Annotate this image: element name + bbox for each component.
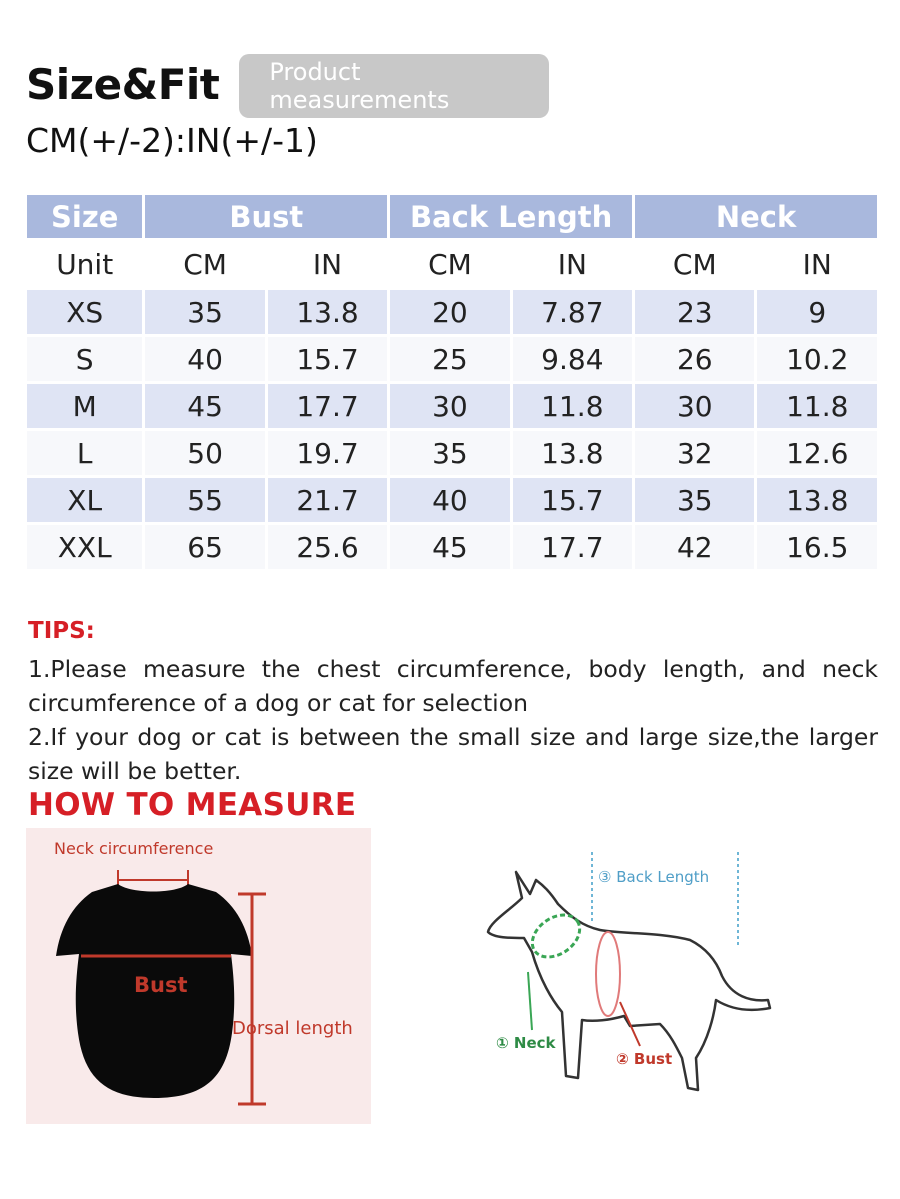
dog-diagram bbox=[470, 840, 790, 1100]
table-cell: 13.8 bbox=[268, 290, 387, 334]
table-cell: 7.87 bbox=[513, 290, 632, 334]
tolerance-note: CM(+/-2):IN(+/-1) bbox=[26, 121, 318, 160]
table-cell: 25.6 bbox=[268, 525, 387, 569]
table-cell: 35 bbox=[390, 431, 509, 475]
neck-label: ① Neck bbox=[496, 1034, 556, 1052]
tips-label: TIPS: bbox=[28, 618, 95, 644]
how-to-measure-title: HOW TO MEASURE bbox=[28, 787, 357, 823]
shirt-diagram bbox=[26, 828, 371, 1124]
table-cell: 16.5 bbox=[757, 525, 877, 569]
size-cell: M bbox=[27, 384, 142, 428]
dog-bust-label: ② Bust bbox=[616, 1050, 673, 1068]
header-size: Size bbox=[27, 195, 142, 238]
table-row bbox=[27, 337, 877, 381]
size-cell: L bbox=[27, 431, 142, 475]
header-neck: Neck bbox=[635, 195, 877, 238]
header-bust: Bust bbox=[145, 195, 387, 238]
table-cell: 15.7 bbox=[268, 337, 387, 381]
table-row bbox=[27, 525, 877, 569]
table-cell: 9 bbox=[757, 290, 877, 334]
table-cell: 26 bbox=[635, 337, 754, 381]
table-cell: 12.6 bbox=[757, 431, 877, 475]
dorsal-length-label: Dorsal length bbox=[232, 1018, 353, 1039]
unit-cell: CM bbox=[635, 241, 754, 287]
size-cell: XL bbox=[27, 478, 142, 522]
table-cell: 50 bbox=[145, 431, 264, 475]
table-row bbox=[27, 431, 877, 475]
table-cell: 21.7 bbox=[268, 478, 387, 522]
table-cell: 13.8 bbox=[757, 478, 877, 522]
table-cell: 35 bbox=[635, 478, 754, 522]
unit-cell: IN bbox=[513, 241, 632, 287]
table-header-row bbox=[27, 195, 877, 238]
table-cell: 40 bbox=[145, 337, 264, 381]
table-cell: 11.8 bbox=[757, 384, 877, 428]
page-title: Size&Fit bbox=[26, 60, 220, 109]
product-measurements-badge: Product measurements bbox=[239, 54, 549, 118]
size-cell: XXL bbox=[27, 525, 142, 569]
size-cell: S bbox=[27, 337, 142, 381]
back-length-label: ③ Back Length bbox=[598, 868, 710, 886]
table-cell: 30 bbox=[635, 384, 754, 428]
tip-item: 2.If your dog or cat is between the small size and large size,the larger size will be better. bbox=[28, 723, 878, 785]
table-cell: 13.8 bbox=[513, 431, 632, 475]
table-cell: 10.2 bbox=[757, 337, 877, 381]
table-cell: 23 bbox=[635, 290, 754, 334]
unit-cell: CM bbox=[390, 241, 509, 287]
unit-cell: IN bbox=[757, 241, 877, 287]
size-chart-table bbox=[24, 192, 880, 572]
table-cell: 55 bbox=[145, 478, 264, 522]
neck-circumference-label: Neck circumference bbox=[54, 839, 214, 858]
table-cell: 9.84 bbox=[513, 337, 632, 381]
unit-cell: Unit bbox=[27, 241, 142, 287]
table-row bbox=[27, 384, 877, 428]
table-cell: 65 bbox=[145, 525, 264, 569]
unit-row bbox=[27, 241, 877, 287]
table-cell: 11.8 bbox=[513, 384, 632, 428]
dog-illustration bbox=[470, 840, 790, 1100]
table-row bbox=[27, 290, 877, 334]
table-row bbox=[27, 478, 877, 522]
table-cell: 17.7 bbox=[268, 384, 387, 428]
table-cell: 42 bbox=[635, 525, 754, 569]
unit-cell: IN bbox=[268, 241, 387, 287]
table-cell: 19.7 bbox=[268, 431, 387, 475]
table-cell: 40 bbox=[390, 478, 509, 522]
tips-section bbox=[28, 618, 878, 788]
size-cell: XS bbox=[27, 290, 142, 334]
unit-cell: CM bbox=[145, 241, 264, 287]
table-cell: 45 bbox=[390, 525, 509, 569]
table-cell: 25 bbox=[390, 337, 509, 381]
table-cell: 15.7 bbox=[513, 478, 632, 522]
header-back-length: Back Length bbox=[390, 195, 632, 238]
table-cell: 20 bbox=[390, 290, 509, 334]
table-cell: 45 bbox=[145, 384, 264, 428]
bust-measure-loop bbox=[596, 932, 620, 1016]
tip-item: 1.Please measure the chest circumference, body length, and neck circumference of a dog or cat for selection bbox=[28, 655, 878, 717]
header bbox=[26, 52, 549, 118]
table-cell: 32 bbox=[635, 431, 754, 475]
table-cell: 17.7 bbox=[513, 525, 632, 569]
bust-label: Bust bbox=[134, 973, 188, 997]
table-cell: 30 bbox=[390, 384, 509, 428]
table-cell: 35 bbox=[145, 290, 264, 334]
shirt-illustration bbox=[26, 828, 371, 1124]
